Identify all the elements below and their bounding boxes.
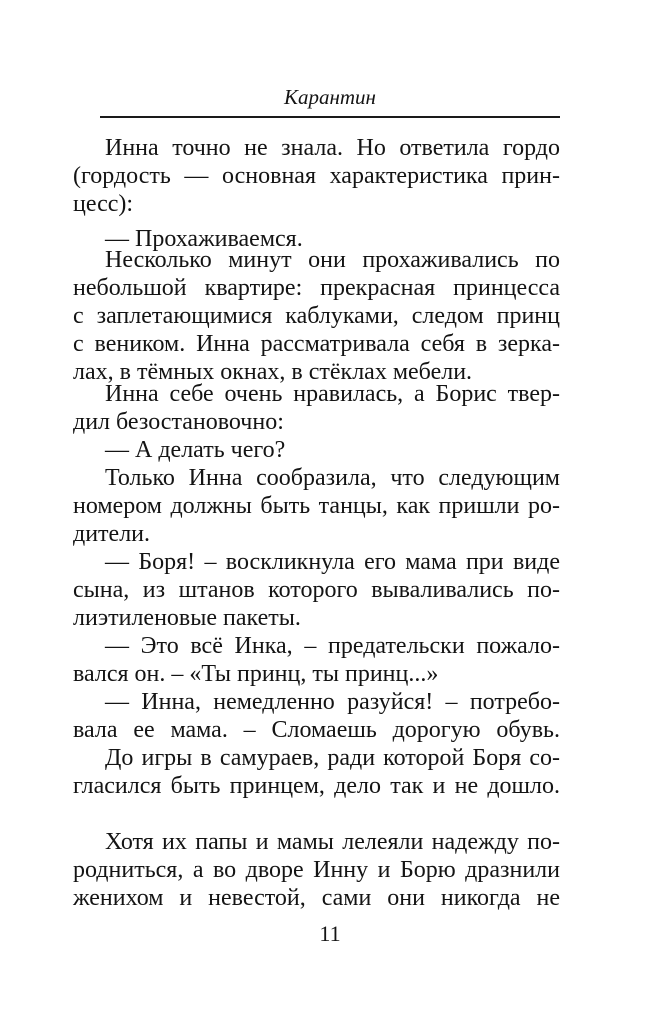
text-line: вался он. – «Ты принц, ты принц...»	[73, 661, 439, 687]
text-line: дил безостановочно:	[73, 409, 284, 435]
text-line: сына, из штанов которого вываливались по-	[73, 577, 560, 603]
text-line: с заплетающимися каблуками, следом принц	[73, 303, 560, 329]
text-line: Инна себе очень нравилась, а Борис твер-	[105, 381, 560, 407]
text-line: До игры в самураев, ради которой Боря со-	[105, 745, 560, 771]
text-line: лах, в тёмных окнах, в стёклах мебели.	[73, 359, 473, 385]
text-line: — Инна, немедленно разуйся! – потребо-	[105, 689, 560, 715]
text-line: — Боря! – воскликнула его мама при виде	[105, 549, 560, 575]
text-line: дители.	[73, 521, 151, 547]
text-line: — Это всё Инка, – предательски пожало-	[105, 633, 560, 659]
text-line: номером должны быть танцы, как пришли ро-	[73, 493, 560, 519]
text-line: — Прохаживаемся.	[105, 226, 303, 252]
text-line: Инна точно не знала. Но ответила гордо	[105, 135, 560, 161]
text-line: вала ее мама. – Сломаешь дорогую обувь.	[73, 717, 560, 743]
running-header: Карантин	[284, 85, 376, 109]
text-line: Хотя их папы и мамы лелеяли надежду по-	[105, 829, 560, 855]
text-line: небольшой квартире: прекрасная принцесса	[73, 275, 560, 301]
page-number: 11	[319, 921, 341, 946]
header-rule	[100, 116, 560, 118]
text-line: Несколько минут они прохаживались по	[105, 247, 560, 273]
text-line: родниться, а во дворе Инну и Борю дразнили	[73, 857, 560, 883]
text-line: гласился быть принцем, дело так и не дошло.	[73, 773, 560, 799]
text-line: с веником. Инна рассматривала себя в зерка-	[73, 331, 560, 357]
text-line: Только Инна сообразила, что следующим	[105, 465, 560, 491]
text-line: цесс):	[73, 191, 134, 217]
text-line: — А делать чего?	[105, 437, 286, 463]
text-line: (гордость — основная характеристика прин-	[73, 163, 560, 189]
text-line: женихом и невестой, сами они никогда не	[73, 885, 560, 911]
text-line: лиэтиленовые пакеты.	[73, 605, 301, 631]
